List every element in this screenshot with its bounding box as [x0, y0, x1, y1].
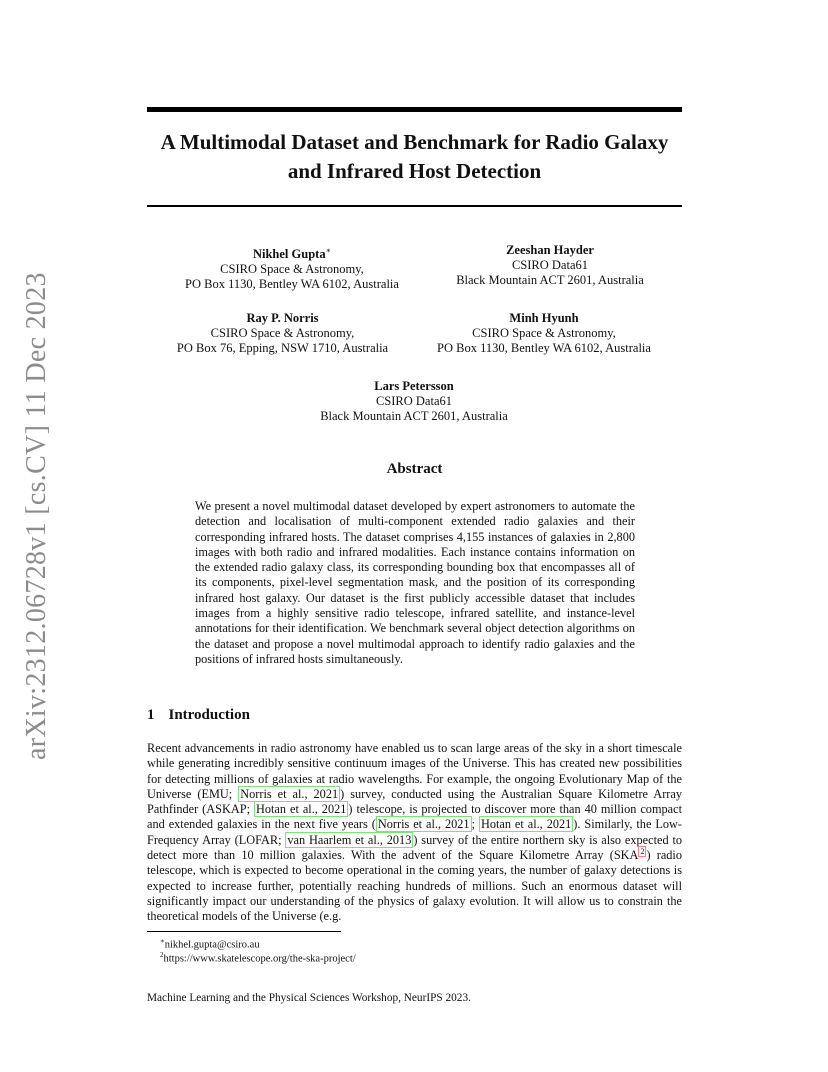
author-affiliation: CSIRO Data61	[375, 394, 453, 408]
body-text: ) survey of the entire northern sky is also expected to detect more than 10 million galaxies. With the advent of the Square Kilometre Array (SKA	[147, 832, 683, 863]
introduction-paragraph	[147, 741, 682, 925]
citation-link[interactable]: Norris et al., 2021	[240, 786, 339, 801]
title-top-rule	[147, 107, 682, 112]
body-text: Recent advancements in radio astronomy have enabled us to scan large areas of the sky in a short timescale while generating incredibly sensitive continuum images of the Universe. This has created new possibilities for detecting millions of galaxies at radio wavelengths. For example, the ongoing Evolutionary Map of the Universe (EMU;	[147, 741, 682, 801]
body-text: ;	[471, 817, 479, 832]
footnote-rule	[147, 931, 341, 932]
author-block	[420, 311, 668, 356]
author-name: Ray P. Norris	[246, 311, 319, 325]
body-text: ) survey, conducted using the Australian Square Kilometre Array Pathfinder (ASKAP;	[147, 786, 682, 817]
author-address: PO Box 1130, Bentley WA 6102, Australia	[185, 277, 399, 292]
author-affiliation: CSIRO Space & Astronomy,	[220, 262, 364, 277]
footnote	[160, 949, 356, 966]
citation-link[interactable]: Norris et al., 2021	[377, 817, 470, 832]
abstract-text: We present a novel multimodal dataset developed by expert astronomers to automate the detection and localisation of multi-component extended radio galaxies and their corresponding infrared hosts. The dataset comprises 4,155 instances of galaxies in 2,800 images with both radio and infrared modalities. Each instance contains information on the extended radio galaxy class, its corresponding bounding box that encompasses all of its components, pixel-level segmentation mask, and the position of its corresponding infrared host galaxy. Our dataset is the first publicly accessible dataset that includes images from a highly sensitive radio telescope, infrared satellite, and instance-level annotations for their identification. We benchmark several object detection algorithms on the dataset and propose a novel multimodal approach to identify radio galaxies and the positions of infrared hosts simultaneously.	[195, 499, 635, 666]
body-text: ) telescope, is projected to discover more than 40 million compact and extended galaxies in the next five years (	[147, 802, 683, 832]
section-number: 1	[147, 707, 155, 723]
footnote-link[interactable]: 2	[640, 846, 645, 856]
author-block	[294, 379, 534, 424]
citation-link[interactable]: Hotan et al., 2021	[255, 802, 347, 817]
author-block	[440, 243, 660, 288]
footnote-mark: ∗	[160, 937, 165, 945]
citation-link[interactable]: van Haarlem et al., 2013	[287, 832, 412, 847]
footnote-email[interactable]: nikhel.gupta@csiro.au	[164, 939, 260, 951]
arxiv-identifier: arXiv:2312.06728v1 [cs.CV] 11 Dec 2023	[21, 272, 52, 760]
venue-note: Machine Learning and the Physical Sciences Workshop, NeurIPS 2023.	[147, 992, 471, 1004]
citation-link[interactable]: Hotan et al., 2021	[480, 817, 572, 832]
abstract-heading: Abstract	[386, 461, 443, 477]
author-name: Minh Hyunh	[509, 311, 579, 325]
paper-title: A Multimodal Dataset and Benchmark for Radio Galaxy and Infrared Host Detection	[160, 130, 669, 183]
author-affiliation: CSIRO Data61	[511, 258, 589, 272]
section-title: Introduction	[168, 707, 250, 723]
footnote-mark: 2	[160, 951, 164, 959]
author-name: Lars Petersson	[374, 379, 454, 393]
author-name: Zeeshan Hayder	[506, 243, 594, 257]
author-block	[172, 243, 412, 292]
author-affiliation: CSIRO Space & Astronomy,	[210, 326, 355, 340]
body-text: ) radio telescope, which is expected to become operational in the coming years, the number of galaxy detections is expected to increase further, potentially reaching hundreds of millions. Such an enormous dataset will significantly impact our understanding of the physics of galaxy evolution. It will allow us to constrain the theoretical models of the Universe (e.g.	[147, 848, 683, 924]
author-affiliation: CSIRO Space & Astronomy,	[472, 326, 616, 340]
title-bottom-rule	[147, 205, 682, 207]
author-address: Black Mountain ACT 2601, Australia	[320, 409, 508, 423]
body-text: ). Similarly, the Low-Frequency Array (LOFAR;	[147, 817, 682, 847]
author-block	[160, 311, 405, 356]
section-heading	[147, 707, 250, 724]
footnote-url[interactable]: https://www.skatelescope.org/the-ska-project/	[163, 953, 356, 965]
author-name: Nikhel Gupta∗	[252, 246, 332, 262]
author-address: Black Mountain ACT 2601, Australia	[456, 273, 644, 287]
author-address: PO Box 1130, Bentley WA 6102, Australia	[437, 341, 651, 355]
author-address: PO Box 76, Epping, NSW 1710, Australia	[176, 341, 389, 355]
author-footnote-mark: ∗	[325, 246, 332, 255]
